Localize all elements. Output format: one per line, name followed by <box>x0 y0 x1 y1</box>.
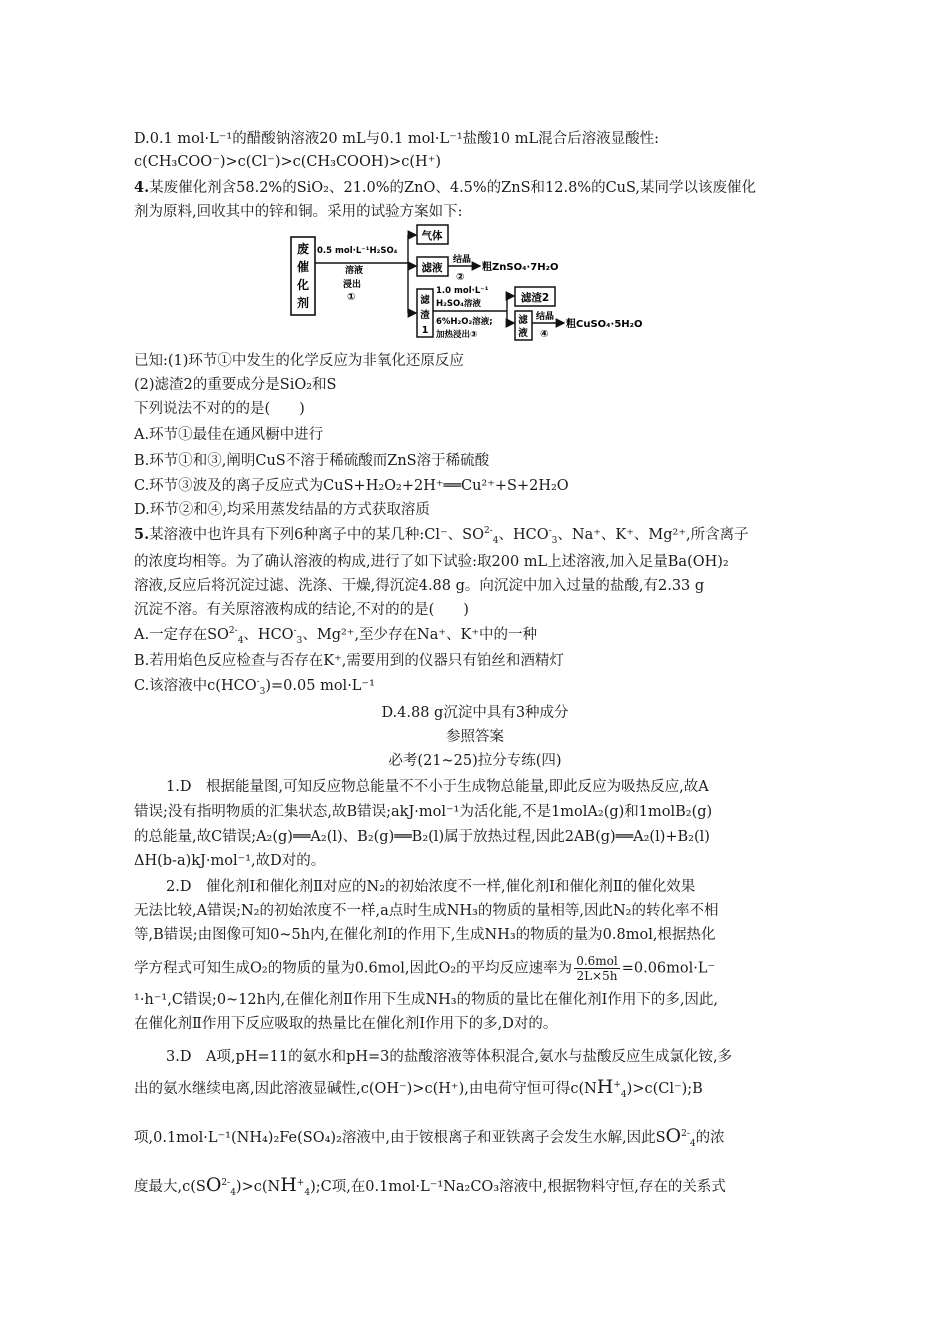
crystallize-1: 结晶 <box>453 255 472 265</box>
step1-solution: 溶液 <box>345 266 364 276</box>
filtrate-2-char-1: 滤 <box>518 315 528 326</box>
q5-option-b: B.若用焰色反应检查与否存在K⁺,需要用到的仪器只有铂丝和酒精灯 <box>134 653 564 669</box>
residue-1-char-2: 渣 <box>420 310 430 321</box>
answer-1-line-1: 1.D 根据能量图,可知反应物总能量不不小于生成物总能量,即此反应为吸热反应,故A <box>166 779 709 795</box>
step1-number: ① <box>347 292 356 303</box>
answer-1-line-4: ΔH(b-a)kJ·mol⁻¹,故D对的。 <box>134 853 326 869</box>
answer-3-line-4: 度最大$,c(SO^{2-}_4)>c(NH^+_4);C$项,在0.1mol·L⁻¹Na₂CO₃溶液中,根据物料守恒,存在的关系式 <box>134 1174 726 1198</box>
start-char-3: 化 <box>296 278 310 292</box>
step1-leach: 浸出 <box>343 280 362 290</box>
step2-number: ② <box>456 272 465 283</box>
q4-option-d: D.环节②和④,均采用蒸发结晶的方式获取溶质 <box>134 502 430 518</box>
residue-1-char-1: 滤 <box>420 295 430 306</box>
residue-2-box: 滤渣2 <box>520 292 550 304</box>
step3-peroxide: 6%H₂O₂溶液; <box>436 317 493 327</box>
residue-1-char-3: 1 <box>421 325 429 336</box>
answer-2-line-2: 无法比较,A错误;N₂的初始浓度不一样,a点时生成NH₃的物质的量相等,因此N₂的转化率不相 <box>134 903 719 919</box>
step3-reagent: 1.0 mol·L⁻¹ <box>436 286 489 296</box>
answer-2-line-5: ¹·h⁻¹,C错误;0~12h内,在催化剂Ⅱ作用下生成NH₃的物质的量比在催化剂Ⅰ作用下的多,因此, <box>134 992 719 1008</box>
answer-title: 参照答案 <box>446 729 504 745</box>
question-5-prompt: 沉淀不溶。有关原溶液构成的结论,不对的的是( ) <box>134 602 469 618</box>
answer-2-line-3: 等,B错误;由图像可知0~5h内,在催化剂Ⅰ的作用下,生成NH₃的物质的量为0.8mol,根据热化 <box>134 927 716 943</box>
question-4-stem: 4.某废催化剂含58.2%的SiO₂、21.0%的ZnO、4.5%的ZnS和12.8%的CuS,某同学以该废催化 <box>134 179 757 196</box>
crystallize-2: 结晶 <box>536 312 555 322</box>
question-4-prompt: 下列说法不对的的是( ) <box>134 401 305 417</box>
step3-heat: 加热浸出③ <box>436 330 478 340</box>
answer-3-line-2: 出的氨水继续电离,因此溶液显碱性,c(OH⁻)>c(H⁺),由电荷守恒可得$c(NH^+_4)>c(Cl^-);B$ <box>134 1076 703 1100</box>
known-1: 已知:(1)环节①中发生的化学反应为非氧化还原反应 <box>134 353 464 369</box>
q5-option-c: C.该溶液中$c(HCO^-_3)=0.05$ mol·L⁻¹ <box>134 677 375 697</box>
answer-subtitle: 必考(21~25)拉分专练(四) <box>388 753 562 769</box>
rate-fraction: $\frac{\text{0.6mol}}{2L\times 5h}$ <box>576 954 618 983</box>
question-5-stem-3: 溶液,反应后将沉淀过滤、洗涤、干燥,得沉淀4.88 g。向沉淀中加入过量的盐酸,有2.33 g <box>134 578 705 594</box>
start-char-2: 催 <box>296 260 310 274</box>
answer-1-line-2: 错误;没有指明物质的汇集状态,故B错误;akJ·mol⁻¹为活化能,不是1molA₂(g)和1molB₂(g) <box>134 804 713 820</box>
option-d-line: D.0.1 mol·L⁻¹的醋酸钠溶液20 mL与0.1 mol·L⁻¹盐酸10 mL混合后溶液显酸性: <box>134 131 659 147</box>
known-2: (2)滤渣2的重要成分是SiO₂和S <box>134 377 337 393</box>
answer-2-line-6: 在催化剂Ⅱ作用下反应吸取的热量比在催化剂Ⅰ作用下的多,D对的。 <box>134 1016 558 1032</box>
q4-option-c: C.环节③波及的离子反应式为CuS+H₂O₂+2H⁺══Cu²⁺+S+2H₂O <box>134 478 569 494</box>
formula-line: c(CH₃COO⁻)>c(Cl⁻)>c(CH₃COOH)>c(H⁺) <box>134 154 442 170</box>
answer-3-line-1: 3.D A项,pH=11的氨水和pH=3的盐酸溶液等体积混合,氨水与盐酸反应生成氯化铵,多 <box>166 1049 733 1065</box>
answer-1-line-3: 的总能量,故C错误;A₂(g)══A₂(l)、B₂(g)══B₂(l)属于放热过程,因此2AB(g)══A₂(l)+B₂(l) <box>134 829 710 845</box>
start-char-4: 剂 <box>296 296 310 310</box>
start-char-1: 废 <box>296 242 310 256</box>
answer-2-line-1: 2.D 催化剂Ⅰ和催化剂Ⅱ对应的N₂的初始浓度不一样,催化剂Ⅰ和催化剂Ⅱ的催化效果 <box>166 879 696 895</box>
q5-option-d: D.4.88 g沉淀中具有3种成分 <box>381 705 569 721</box>
filtrate-1-box: 滤液 <box>421 262 443 274</box>
answer-3-line-3: 项,0.1mol·L⁻¹(NH₄)₂Fe(SO₄)₂溶液中,由于铵根离子和亚铁离子会发生水解,因此$SO^{2-}_4$的浓 <box>134 1125 725 1149</box>
q4-option-a: A.环节①最佳在通风橱中进行 <box>134 427 324 443</box>
filtrate-2-char-2: 液 <box>518 328 528 339</box>
step1-reagent: 0.5 mol·L⁻¹H₂SO₄ <box>317 246 398 256</box>
question-4-stem-cont: 剂为原料,回收其中的锌和铜。采用的试验方案如下: <box>134 204 463 220</box>
question-5-stem-2: 的浓度均相等。为了确认溶液的构成,进行了如下试验:取200 mL上述溶液,加入足量Ba(OH)₂ <box>134 554 729 570</box>
q5-option-a: A.一定存在$SO^{2-}_4$、$HCO^-_3$、Mg²⁺,至少存在Na⁺、K⁺中的一种 <box>134 626 538 646</box>
question-5-stem: 5.某溶液中也许具有下列6种离子中的某几种:Cl⁻、$SO^{2-}_4$、$HCO^-_3$、Na⁺、K⁺、Mg²⁺,所含离子 <box>134 526 749 546</box>
process-flowchart <box>290 223 670 341</box>
q4-option-b: B.环节①和③,阐明CuS不溶于稀硫酸而ZnS溶于稀硫酸 <box>134 453 490 469</box>
product-zinc: 粗ZnSO₄·7H₂O <box>482 262 559 273</box>
gas-box: 气体 <box>421 230 443 242</box>
step4-number: ④ <box>540 329 549 340</box>
product-copper: 粗CuSO₄·5H₂O <box>566 319 643 330</box>
answer-2-line-4: 学方程式可知生成O₂的物质的量为0.6mol,因此O₂的平均反应速率为 $\frac{\text{0.6mol}}{2L\times 5h}$ =0.06mol·L⁻ <box>134 954 716 983</box>
step3-acid: H₂SO₄溶液 <box>436 299 481 309</box>
